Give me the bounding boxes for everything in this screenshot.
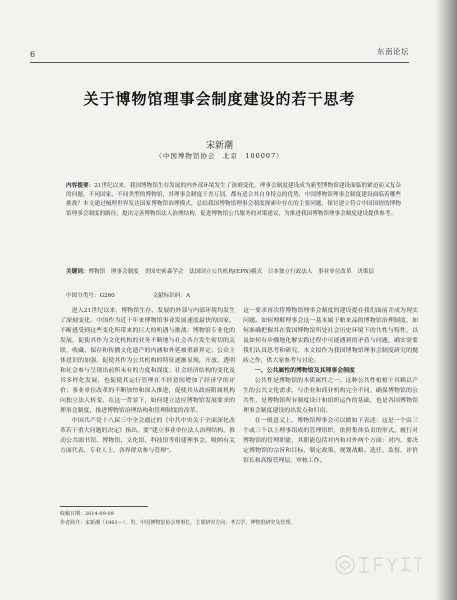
- body-paragraph: 进入21世纪以来，博物馆生存、发展的外部与内部环境均发生了深刻变化。中国作为近十年来博物馆事业发展速度最快的国家，不断感受到这些变化所带来的巨大的机遇与挑战：博物馆专业化的发展，促使其作为文化机构的业务不断地与社会各方发生密切的关联，收藏、保存和传播文化遗产的内涵和外延被重新界定；公众主体意识的加强，促使其作为公共机构的特征逐渐显现，开放、透明和社会参与呈现出前所未有的力度和深度；社会经济结构的变化及其多样化发展，也促使其运行管理在不经意间增加了经济学的评价；事业单位改革的不断加快和深入推进，促使其从政府附属机构向独立法人转变。在这一背景下，如何建立适应博物馆发展要求的理事会制度，推进博物馆治理结构和管理制度的改革。: [60, 308, 235, 414]
- page-number: 6: [30, 50, 36, 59]
- classification-row: [66, 291, 226, 299]
- book-spine-shadow: [435, 0, 457, 600]
- body-column-left: [60, 306, 235, 456]
- author-affiliation: （中国博物馆协会 北京 100007）: [155, 152, 284, 160]
- body-paragraph: 在一般意义上，博物馆理事会可以做如下表述：这是一个由三个或三个以上理事组成的管理组织，依照集体负责的形式，履行对博物馆的管理职能，其职能包括对内和对外两个方面：对内，要决定博物馆的宗旨和目标，制定政策、规划战略、选任、监督、评价馆长和高级管理层，审核工作。: [243, 418, 418, 464]
- abstract: [66, 182, 401, 219]
- author-bio: 作者简介：宋新潮（1961—），男，中国博物馆协会理事长，主要研究方向：考古学、博物馆研究及管理。: [60, 520, 296, 526]
- abstract-text: 21世纪以来，我国博物馆生存发展的内外部环境发生了深刻变化，理事会制度建设成为新型博物馆建设面临的紧迫而又复杂的问题。不同国家、不同类型的博物馆，其理事会制度千差万别，都有适合其自身特点的优势，中国博物馆理事会制度建设面临着哪些挑战？本文通过梳理世界发达国家博物馆治理模式，总结我国博物馆理事会制度探索中存在的主要问题，探讨建立符合中国国情的博物馆理事会制度的路径，提出完善博物馆法人治理结构、促进博物馆公共服务的对策建议，为推进我国博物馆理事会制度建设提供参考。: [66, 183, 401, 217]
- keywords-text: 博物馆 理事会制度 美国史密森学会 法国国立公共机构(EPN)模式 日本独立行政法人 事业单位改革 决策层: [88, 269, 374, 275]
- footnote-rule: [60, 506, 148, 507]
- watermark-logo: [333, 550, 425, 580]
- column-name: 东南论坛: [377, 47, 409, 56]
- received-date: 收稿日期：2014-09-09: [60, 511, 114, 517]
- body-paragraph: 公共性是博物馆的本质属性之一。这种公共性根植于其赖以产生的公共文化需求，与企业和商业机构完全不同，确保博物馆的公共性，是博物馆所有制度设计和组织运作的基础，也是各国博物馆理事会制度建设的出发点和归宿。: [243, 378, 418, 414]
- keywords: [66, 268, 401, 277]
- article-title: 关于博物馆理事会制度建设的若干思考: [83, 90, 356, 108]
- header-rule: [30, 62, 409, 63]
- body-paragraph: 中国共产党十八届三中全会通过的《中共中央关于全面深化改革若干重大问题的决定》指出，要“建立事业单位法人治理结构，推动公共图书馆、博物馆、文化馆、科技馆等组建理事会，吸纳有关方面代表、专业人士、各界群众参与管理”。: [60, 418, 235, 454]
- abstract-label: 内容提要：: [66, 183, 95, 189]
- body-column-right: [243, 306, 418, 466]
- section-heading: 一、公共属性的博物馆及其理事会制度: [254, 367, 355, 374]
- keywords-label: 关键词：: [66, 269, 89, 275]
- body-paragraph: 这一要求再次将博物馆理事会制度的建设提在我们面前并成为现实问题。如何理解理事会这一基本属于舶来品的博物馆治理制度，如何准确把握其在我国博物馆所处社会历史环境下的共性与特性，以及如何有步骤地化解实践过程中可能遇到的矛盾与问题，确实需要我们认真思考和研究。本文拟作为我国博物馆理事会制度研究的抛砖之作，供大家参考与讨论。: [243, 308, 418, 364]
- clc-number: 中图分类号：G260: [66, 293, 115, 299]
- document-code: 文献标识码：A: [152, 293, 191, 299]
- article-author: 宋新潮: [205, 141, 233, 151]
